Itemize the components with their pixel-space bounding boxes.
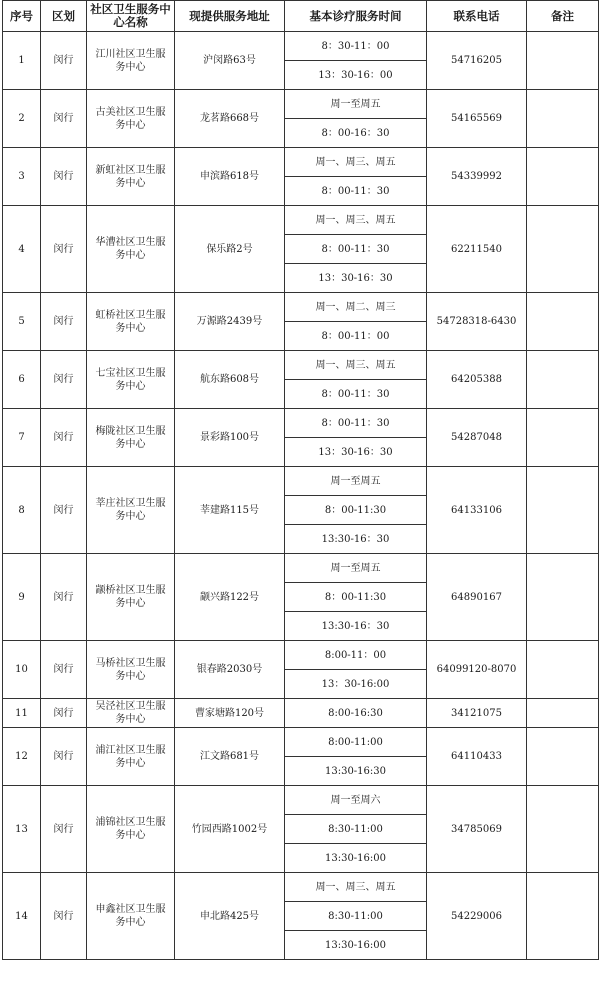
header-index: 序号	[3, 1, 41, 32]
table-row	[3, 467, 599, 496]
phone-cell: 54287048	[427, 409, 527, 467]
phone-cell: 64205388	[427, 351, 527, 409]
notes-cell	[527, 206, 599, 293]
row-index-cell: 12	[3, 728, 41, 786]
notes-cell	[527, 873, 599, 960]
hours-cell: 8:00-16:30	[285, 699, 427, 728]
notes-cell	[527, 90, 599, 148]
address-cell: 颛兴路122号	[175, 554, 285, 641]
row-index-cell: 10	[3, 641, 41, 699]
hours-cell: 8：00-11：30	[285, 235, 427, 264]
address-cell: 保乐路2号	[175, 206, 285, 293]
row-index-cell: 1	[3, 32, 41, 90]
row-index-cell: 4	[3, 206, 41, 293]
center-name-cell: 新虹社区卫生服务中心	[87, 148, 175, 206]
hours-cell: 8：00-11：00	[285, 322, 427, 351]
hours-cell: 13:30-16:00	[285, 844, 427, 873]
center-name-cell: 浦江社区卫生服务中心	[87, 728, 175, 786]
row-index-cell: 11	[3, 699, 41, 728]
row-index-cell: 6	[3, 351, 41, 409]
table-row	[3, 641, 599, 670]
table-row	[3, 786, 599, 815]
hours-cell: 8：00-11:30	[285, 583, 427, 612]
district-cell: 闵行	[41, 641, 87, 699]
notes-cell	[527, 351, 599, 409]
hours-cell: 周一、周三、周五	[285, 148, 427, 177]
hours-cell: 8：30-11：00	[285, 32, 427, 61]
notes-cell	[527, 467, 599, 554]
table-row	[3, 873, 599, 902]
notes-cell	[527, 32, 599, 90]
table-body	[3, 32, 599, 960]
district-cell: 闵行	[41, 90, 87, 148]
hours-cell: 8：00-11：30	[285, 177, 427, 206]
header-row	[3, 1, 599, 32]
center-name-cell: 七宝社区卫生服务中心	[87, 351, 175, 409]
phone-cell: 64099120-8070	[427, 641, 527, 699]
district-cell: 闵行	[41, 351, 87, 409]
row-index-cell: 5	[3, 293, 41, 351]
hours-cell: 周一、周三、周五	[285, 351, 427, 380]
hours-cell: 周一、周三、周五	[285, 873, 427, 902]
center-name-cell: 浦锦社区卫生服务中心	[87, 786, 175, 873]
district-cell: 闵行	[41, 699, 87, 728]
center-name-cell: 古美社区卫生服务中心	[87, 90, 175, 148]
address-cell: 江文路681号	[175, 728, 285, 786]
notes-cell	[527, 148, 599, 206]
header-phone: 联系电话	[427, 1, 527, 32]
phone-cell: 54728318-6430	[427, 293, 527, 351]
phone-cell: 64133106	[427, 467, 527, 554]
header-notes: 备注	[527, 1, 599, 32]
row-index-cell: 9	[3, 554, 41, 641]
hours-cell: 13：30-16：30	[285, 264, 427, 293]
row-index-cell: 7	[3, 409, 41, 467]
district-cell: 闵行	[41, 409, 87, 467]
center-name-cell: 江川社区卫生服务中心	[87, 32, 175, 90]
district-cell: 闵行	[41, 786, 87, 873]
table-row	[3, 699, 599, 728]
district-cell: 闵行	[41, 206, 87, 293]
phone-cell: 64110433	[427, 728, 527, 786]
notes-cell	[527, 728, 599, 786]
hours-cell: 13：30-16：30	[285, 438, 427, 467]
hours-cell: 周一、周二、周三	[285, 293, 427, 322]
district-cell: 闵行	[41, 467, 87, 554]
hours-cell: 8:30-11:00	[285, 815, 427, 844]
row-index-cell: 2	[3, 90, 41, 148]
address-cell: 莘建路115号	[175, 467, 285, 554]
center-name-cell: 申鑫社区卫生服务中心	[87, 873, 175, 960]
table-row	[3, 409, 599, 438]
header-hours: 基本诊疗服务时间	[285, 1, 427, 32]
district-cell: 闵行	[41, 148, 87, 206]
hours-cell: 13:30-16：30	[285, 612, 427, 641]
notes-cell	[527, 554, 599, 641]
hours-cell: 周一、周三、周五	[285, 206, 427, 235]
phone-cell: 62211540	[427, 206, 527, 293]
row-index-cell: 3	[3, 148, 41, 206]
notes-cell	[527, 699, 599, 728]
table-row	[3, 554, 599, 583]
hours-cell: 8：00-11：30	[285, 380, 427, 409]
phone-cell: 64890167	[427, 554, 527, 641]
table-row	[3, 351, 599, 380]
row-index-cell: 8	[3, 467, 41, 554]
center-name-cell: 虹桥社区卫生服务中心	[87, 293, 175, 351]
phone-cell: 54716205	[427, 32, 527, 90]
clinic-hours-table	[2, 0, 599, 960]
table-row	[3, 728, 599, 757]
address-cell: 申滨路618号	[175, 148, 285, 206]
district-cell: 闵行	[41, 293, 87, 351]
notes-cell	[527, 409, 599, 467]
hours-cell: 13:30-16：30	[285, 525, 427, 554]
address-cell: 景彩路100号	[175, 409, 285, 467]
row-index-cell: 13	[3, 786, 41, 873]
header-address: 现提供服务地址	[175, 1, 285, 32]
address-cell: 航东路608号	[175, 351, 285, 409]
hours-cell: 8:30-11:00	[285, 902, 427, 931]
address-cell: 银春路2030号	[175, 641, 285, 699]
header-center: 社区卫生服务中心名称	[87, 1, 175, 32]
district-cell: 闵行	[41, 554, 87, 641]
center-name-cell: 马桥社区卫生服务中心	[87, 641, 175, 699]
table-row	[3, 293, 599, 322]
address-cell: 沪闵路63号	[175, 32, 285, 90]
center-name-cell: 梅陇社区卫生服务中心	[87, 409, 175, 467]
table-row	[3, 32, 599, 61]
table-row	[3, 90, 599, 119]
row-index-cell: 14	[3, 873, 41, 960]
notes-cell	[527, 641, 599, 699]
hours-cell: 周一至周五	[285, 554, 427, 583]
table-row	[3, 206, 599, 235]
hours-cell: 周一至周六	[285, 786, 427, 815]
hours-cell: 13:30-16:00	[285, 931, 427, 960]
hours-cell: 周一至周五	[285, 90, 427, 119]
hours-cell: 8:00-11：00	[285, 641, 427, 670]
phone-cell: 34785069	[427, 786, 527, 873]
hours-cell: 周一至周五	[285, 467, 427, 496]
phone-cell: 54229006	[427, 873, 527, 960]
district-cell: 闵行	[41, 873, 87, 960]
hours-cell: 8：00-16：30	[285, 119, 427, 148]
center-name-cell: 吴泾社区卫生服务中心	[87, 699, 175, 728]
header-district: 区划	[41, 1, 87, 32]
hours-cell: 8:00-11:00	[285, 728, 427, 757]
address-cell: 曹家塘路120号	[175, 699, 285, 728]
phone-cell: 54339992	[427, 148, 527, 206]
address-cell: 万源路2439号	[175, 293, 285, 351]
notes-cell	[527, 293, 599, 351]
hours-cell: 13：30-16：00	[285, 61, 427, 90]
district-cell: 闵行	[41, 32, 87, 90]
hours-cell: 13:30-16:30	[285, 757, 427, 786]
table-row	[3, 148, 599, 177]
district-cell: 闵行	[41, 728, 87, 786]
center-name-cell: 莘庄社区卫生服务中心	[87, 467, 175, 554]
phone-cell: 34121075	[427, 699, 527, 728]
phone-cell: 54165569	[427, 90, 527, 148]
address-cell: 竹园西路1002号	[175, 786, 285, 873]
center-name-cell: 华漕社区卫生服务中心	[87, 206, 175, 293]
address-cell: 龙茗路668号	[175, 90, 285, 148]
hours-cell: 13：30-16:00	[285, 670, 427, 699]
notes-cell	[527, 786, 599, 873]
hours-cell: 8：00-11：30	[285, 409, 427, 438]
center-name-cell: 颛桥社区卫生服务中心	[87, 554, 175, 641]
address-cell: 申北路425号	[175, 873, 285, 960]
hours-cell: 8：00-11:30	[285, 496, 427, 525]
